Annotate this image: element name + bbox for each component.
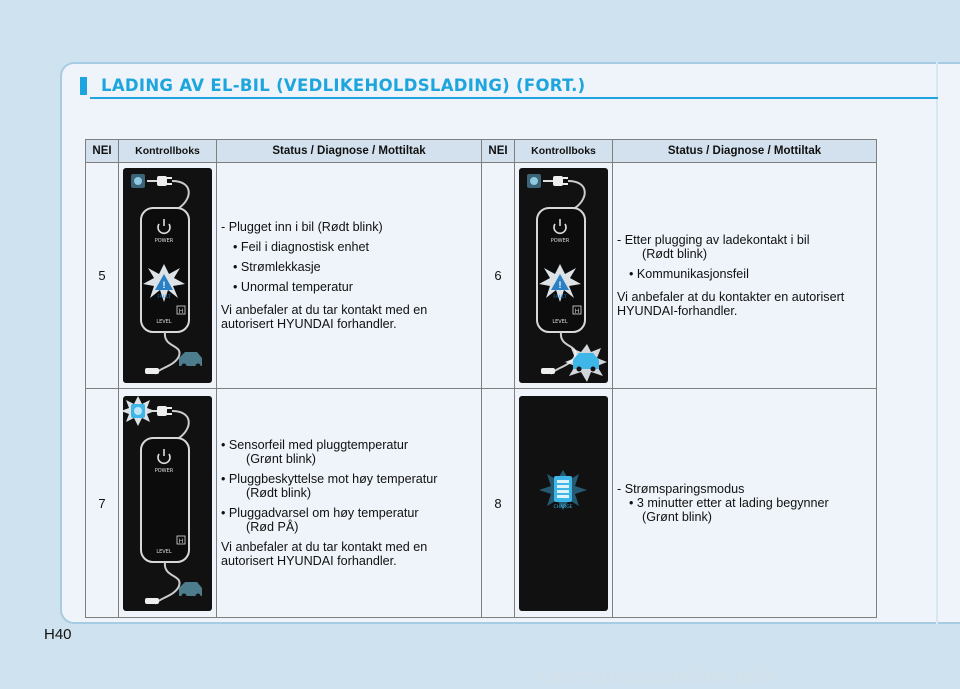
header-status: Status / Diagnose / Mottiltak — [217, 140, 482, 163]
svg-text:POWER: POWER — [550, 238, 570, 244]
svg-text:H: H — [574, 309, 580, 315]
plug-icon — [157, 176, 167, 186]
svg-text:H: H — [178, 538, 184, 545]
status-table — [85, 139, 877, 618]
control-box-image-temperature — [123, 396, 212, 611]
svg-text:LEVEL: LEVEL — [552, 319, 568, 325]
svg-text:FAULT: FAULT — [157, 295, 171, 300]
svg-text:!: ! — [162, 280, 166, 290]
svg-text:POWER: POWER — [154, 238, 174, 244]
page-title: LADING AV EL-BIL (VEDLIKEHOLDSLADING) (FORT.) — [101, 76, 586, 95]
svg-text:LEVEL: LEVEL — [156, 548, 172, 555]
control-box-cell — [119, 389, 217, 618]
table-header-row — [86, 140, 877, 163]
page-edge-divider — [936, 62, 938, 624]
svg-text:FAULT: FAULT — [553, 295, 567, 300]
status-text: - Strømsparingsmodus • 3 minutter etter at lading begynner (Grønt blink) — [613, 389, 877, 618]
control-box-cell — [119, 163, 217, 389]
header-no: NEI — [482, 140, 515, 163]
page-number: H40 — [44, 626, 72, 643]
control-box-image-communication-fault — [519, 168, 608, 383]
title-accent-bar — [80, 77, 87, 95]
svg-text:!: ! — [558, 280, 562, 290]
control-box-illustration — [519, 168, 608, 383]
status-text: • Sensorfeil med pluggtemperatur (Grønt blink) • Pluggbeskyttelse mot høy temperatur (Rødt blink) • Pluggadvarsel om høy temperatur (Rød PÅ) Vi anbefaler at du tar kontakt med en autorisert HYUNDAI forhandler. — [217, 389, 482, 618]
svg-text:POWER: POWER — [154, 467, 174, 474]
control-box-illustration — [123, 396, 212, 611]
control-box-image-fault — [123, 168, 212, 383]
header-no: NEI — [86, 140, 119, 163]
entry-number: 5 — [86, 163, 119, 389]
status-text: - Plugget inn i bil (Rødt blink) • Feil i diagnostisk enhet • Strømlekkasje • Unormal temperatur Vi anbefaler at du tar kontakt med en autorisert HYUNDAI forhandler. — [217, 163, 482, 389]
header-control-box: Kontrollboks — [119, 140, 217, 163]
control-box-cell — [515, 163, 613, 389]
svg-text:LEVEL: LEVEL — [156, 319, 172, 325]
svg-text:CHARGE: CHARGE — [553, 504, 573, 510]
table-row — [86, 389, 877, 618]
control-box-illustration — [519, 396, 608, 611]
control-box-cell — [515, 389, 613, 618]
control-box-image-power-saving — [519, 396, 608, 611]
entry-number: 8 — [482, 389, 515, 618]
watermark: carmanualsonline.info — [538, 664, 775, 688]
battery-icon — [554, 476, 572, 502]
table-row — [86, 163, 877, 389]
svg-text:H: H — [178, 309, 184, 315]
status-text: - Etter plugging av ladekontakt i bil (Rødt blink) • Kommunikasjonsfeil Vi anbefaler at du kontakter en autorisert HYUNDAI-forhandler. — [613, 163, 877, 389]
header-control-box: Kontrollboks — [515, 140, 613, 163]
plug-icon — [553, 176, 563, 186]
header-status: Status / Diagnose / Mottiltak — [613, 140, 877, 163]
plug-icon — [157, 406, 167, 416]
entry-number: 7 — [86, 389, 119, 618]
title-underline — [90, 97, 938, 99]
entry-number: 6 — [482, 163, 515, 389]
control-box-illustration — [123, 168, 212, 383]
